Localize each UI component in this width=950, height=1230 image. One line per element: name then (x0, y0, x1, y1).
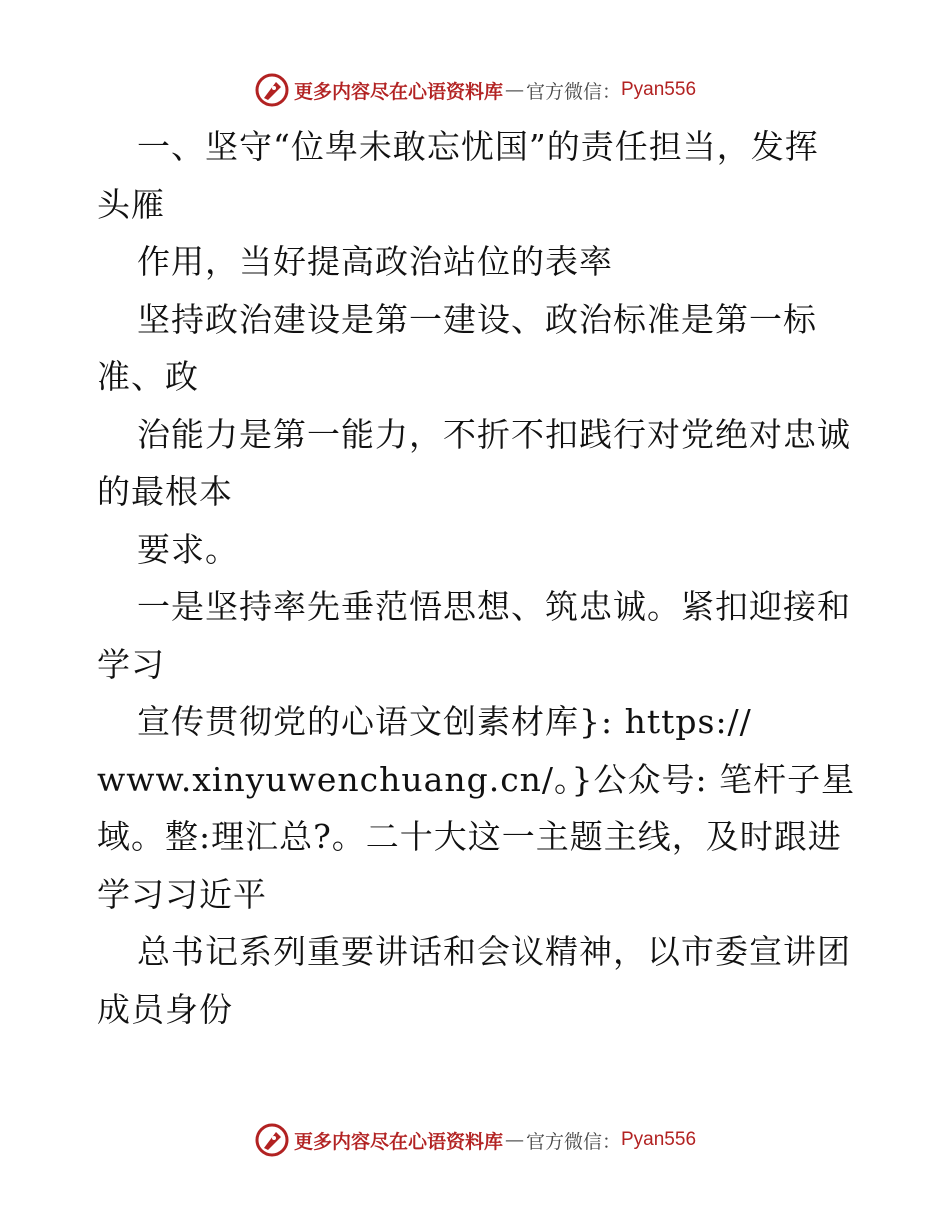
footer-banner (0, 1120, 950, 1160)
pen-nib-logo-icon (254, 1122, 290, 1158)
pen-nib-logo-icon (254, 72, 290, 108)
text-line: 作用，当好提高政治站位的表率 (137, 242, 613, 281)
banner-wechat-id: Pyan556 (621, 79, 697, 100)
text-line: 一是坚持率先垂范悟思想、筑忠诚。紧扣迎接和 (137, 587, 851, 626)
text-line: 学习习近平 (97, 874, 267, 914)
text-line: 成员身份 (97, 989, 233, 1029)
text-line: 的最根本 (97, 472, 233, 511)
text-line: 域。整:理汇总?。二十大这一主题主线，及时跟进 (97, 817, 842, 856)
text-line: 坚持政治建设是第一建设、政治标准是第一标 (137, 299, 817, 339)
text-line: 准、政 (97, 357, 199, 396)
text-line: 一、坚守“位卑未敢忘忧国”的责任担当，发挥 (137, 127, 819, 166)
text-line: 治能力是第一能力，不折不扣践行对党绝对忠诚 (137, 414, 851, 454)
text-line: 学习 (97, 644, 165, 684)
document-body (97, 118, 857, 1038)
banner-title: 更多内容尽在心语资料库 (293, 1130, 503, 1153)
banner-wechat-label: 官方微信： (525, 80, 621, 103)
banner-separator: — (504, 1129, 524, 1151)
header-banner (0, 70, 950, 110)
text-line: 要求。 (137, 529, 239, 569)
banner-wechat-id: Pyan556 (621, 1129, 697, 1150)
text-line: 总书记系列重要讲话和会议精神，以市委宣讲团 (137, 932, 851, 971)
banner-separator: — (504, 79, 524, 101)
text-line: 宣传贯彻党的心语文创素材库}: https:// (137, 702, 752, 741)
text-line: www.xinyuwenchuang.cn/。}公众号: 笔杆子星 (97, 759, 856, 799)
text-line: 头雁 (97, 184, 165, 224)
banner-wechat-label: 官方微信： (525, 1130, 621, 1153)
banner-title: 更多内容尽在心语资料库 (293, 80, 503, 103)
